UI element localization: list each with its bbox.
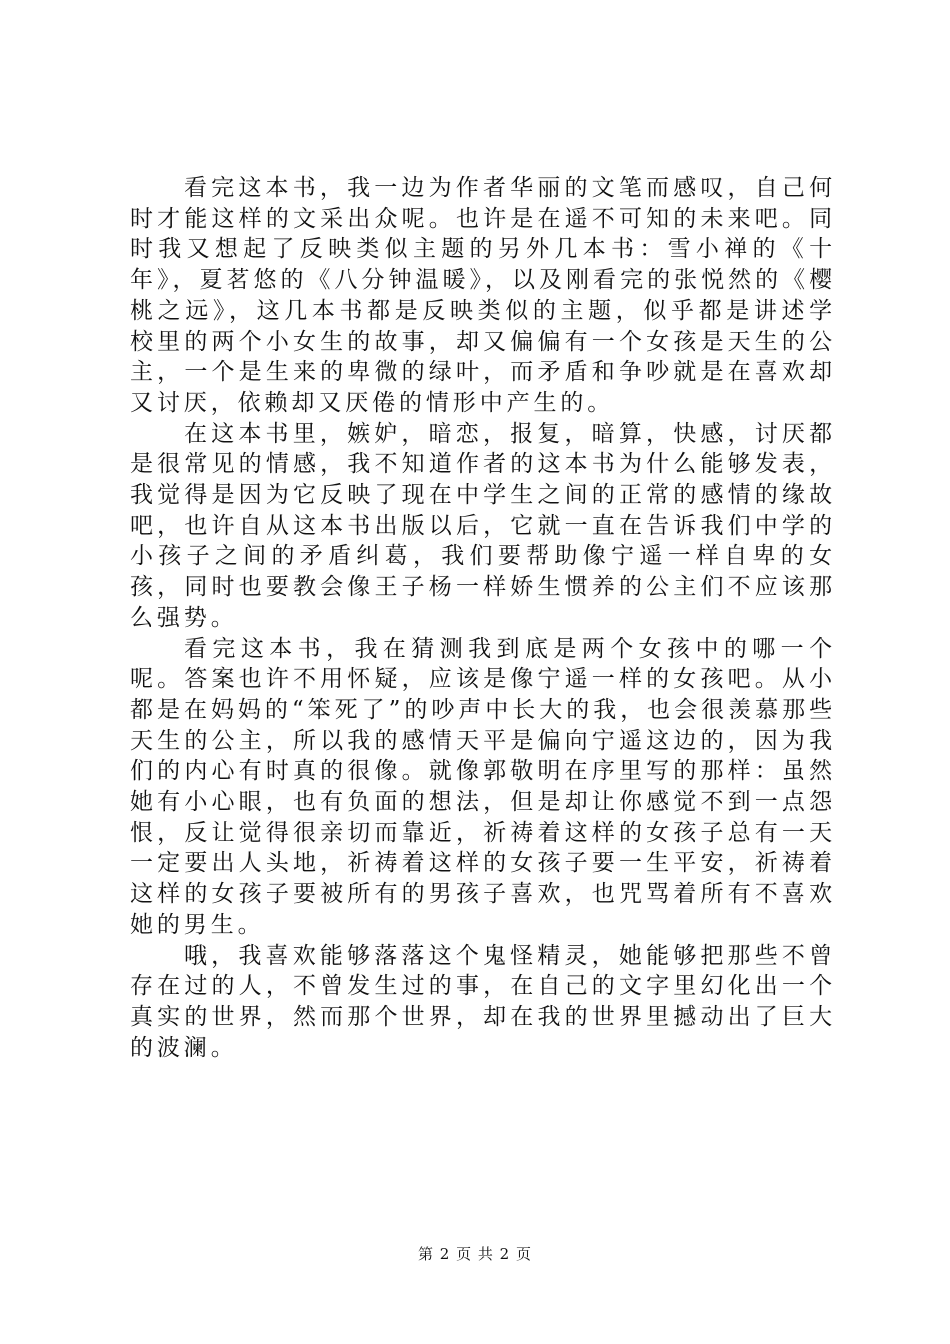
- document-body: [130, 173, 836, 1063]
- paragraph-3: 看完这本书，我在猜测我到底是两个女孩中的哪一个呢。答案也许不用怀疑，应该是像宁遥一样的女孩吧。从小都是在妈妈的“笨死了”的吵声中长大的我，也会很羡慕那些天生的公主，所以我的感情天平是偏向宁遥这边的，因为我们的内心有时真的很像。就像郭敬明在序里写的那样：虽然她有小心眼，也有负面的想法，但是却让你感觉不到一点怨恨，反让觉得很亲切而靠近，祈祷着这样的女孩子总有一天一定要出人头地，祈祷着这样的女孩子要一生平安，祈祷着这样的女孩子要被所有的男孩子喜欢，也咒骂着所有不喜欢她的男生。: [130, 635, 836, 938]
- page-footer: 第 2 页 共 2 页: [418, 1245, 532, 1263]
- paragraph-2: 在这本书里，嫉妒，暗恋，报复，暗算，快感，讨厌都是很常见的情感，我不知道作者的这本书为什么能够发表，我觉得是因为它反映了现在中学生之间的正常的感情的缘故吧，也许自从这本书出版以后，它就一直在告诉我们中学的小孩子之间的矛盾纠葛，我们要帮助像宁遥一样自卑的女孩，同时也要教会像王子杨一样娇生惯养的公主们不应该那么强势。: [130, 420, 836, 631]
- paragraph-1: 看完这本书，我一边为作者华丽的文笔而感叹，自己何时才能这样的文采出众呢。也许是在遥不可知的未来吧。同时我又想起了反映类似主题的另外几本书：雪小禅的《十年》，夏茗悠的《八分钟温暖》，以及刚看完的张悦然的《樱桃之远》，这几本书都是反映类似的主题，似乎都是讲述学校里的两个小女生的故事，却又偏偏有一个女孩是天生的公主，一个是生来的卑微的绿叶，而矛盾和争吵就是在喜欢却又讨厌，依赖却又厌倦的情形中产生的。: [130, 175, 836, 416]
- paragraph-4: 哦，我喜欢能够落落这个鬼怪精灵，她能够把那些不曾存在过的人，不曾发生过的事，在自己的文字里幻化出一个真实的世界，然而那个世界，却在我的世界里撼动出了巨大的波澜。: [130, 942, 836, 1061]
